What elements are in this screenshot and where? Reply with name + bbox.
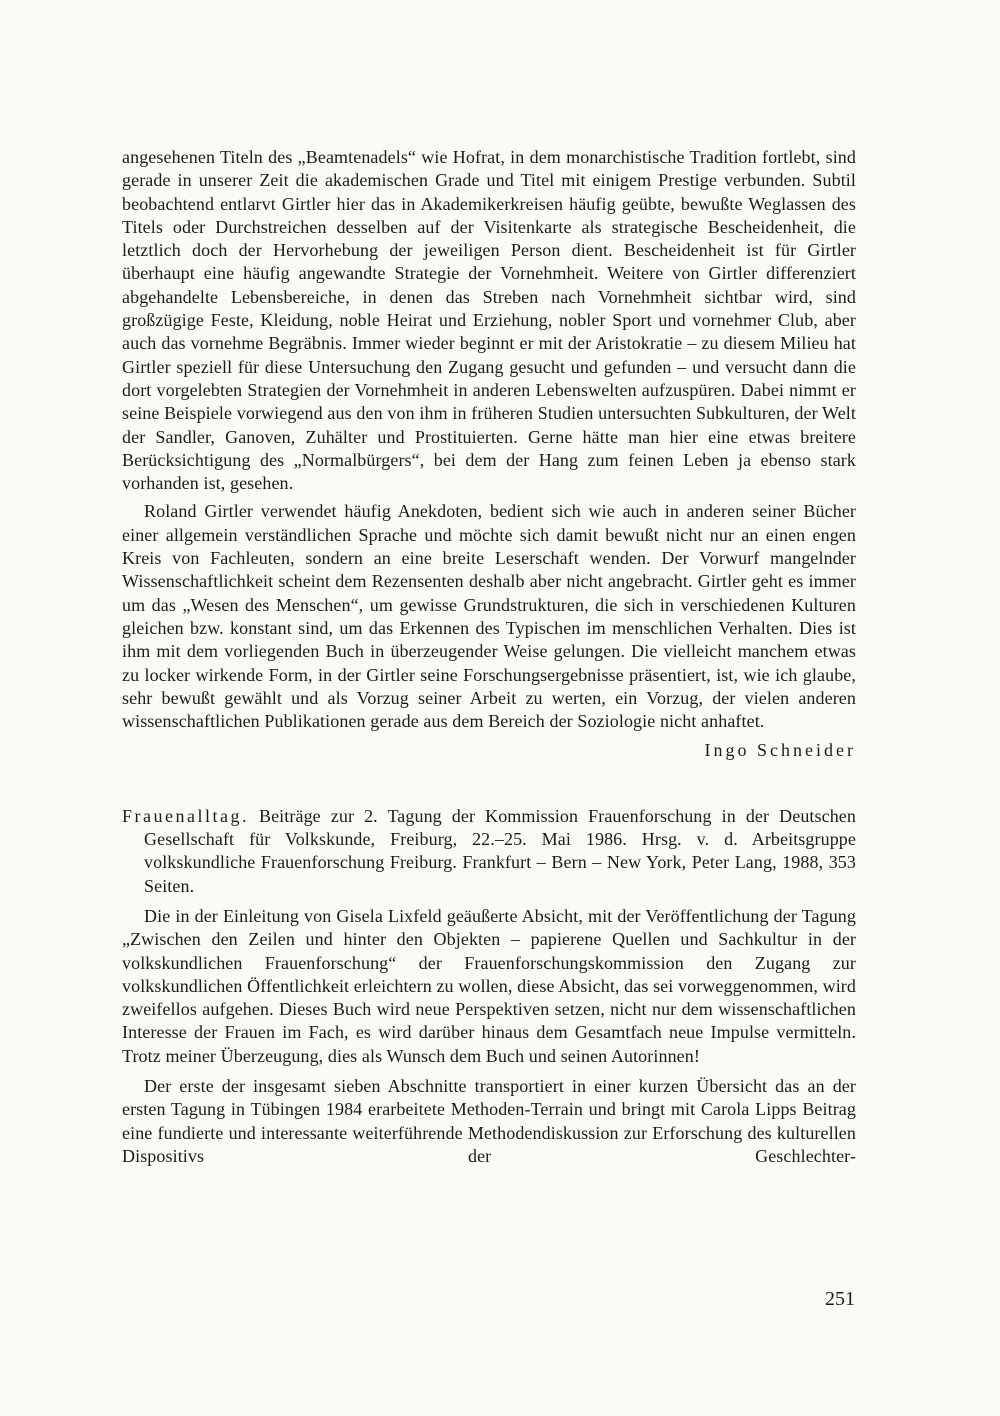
review2-paragraph-2: Der erste der insgesamt sieben Abschnitte transportiert in einer kurzen Übersicht das an der ersten Tagung in Tübingen 1984 erarbeitete Methoden-Terrain und bringt mit Carola Lipps Beitrag eine fundierte und interessante weiterführende Methodendiskussion zur Erforschung des kulturellen Dispositivs der Geschlechter- [122,1075,856,1166]
book-citation-title: Frauenalltag. [122,805,249,826]
book-citation-details: Beiträge zur 2. Tagung der Kommission Frauenforschung in der Deutschen Gesellschaft für Volkskunde, Freiburg, 22.–25. Mai 1986. Hrsg. v. d. Arbeitsgruppe volkskundliche Frauenforschung Freiburg. Frankfurt – Bern – New York, Peter Lang, 1988, 353 Seiten. [144,805,856,896]
book-citation [122,805,856,898]
review2-paragraph-1: Die in der Einleitung von Gisela Lixfeld geäußerte Absicht, mit der Veröffentlichung der Tagung „Zwischen den Zeilen und hinter den Objekten – papierene Quellen und Sachkultur in der volkskundlichen Frauenforschung“ der Frauenforschungskommission den Zugang zur volkskundlichen Öffentlichkeit erleichtern zu wollen, diese Absicht, das sei vorweggenommen, wird zweifellos aufgehen. Dieses Buch wird neue Perspektiven setzen, nicht nur dem wissenschaftlichen Interesse der Frauen im Fach, es wird darüber hinaus dem Gesamtfach neue Impulse vermitteln. Trotz meiner Überzeugung, dies als Wunsch dem Buch und seinen Autorinnen! [122,905,856,1066]
review1-paragraph: Roland Girtler verwendet häufig Anekdoten, bedient sich wie auch in anderen seiner Bücher einer allgemein verständlichen Sprache und möchte sich damit bewußt nicht nur an einen engen Kreis von Fachleuten, sondern an eine breite Leserschaft wenden. Der Vorwurf mangelnder Wissenschaftlichkeit scheint dem Rezensenten deshalb aber nicht angebracht. Girtler geht es immer um das „Wesen des Menschen“, um gewisse Grundstrukturen, die sich in verschiedenen Kulturen gleichen bzw. konstant sind, um das Erkennen des Typischen im menschlichen Verhalten. Dies ist ihm mit dem vorliegenden Buch in überzeugender Weise gelungen. Die vielleicht manchem etwas zu locker wirkende Form, in der Girtler seine Forschungsergebnisse präsentiert, ist, wie ich glaube, sehr bewußt gewählt und als Vorzug seiner Arbeit zu werten, ein Vorzug, der vielen anderen wissenschaftlichen Publikationen gerade aus dem Bereich der Soziologie nicht anhaftet. [122,501,856,732]
text-block [122,146,856,1168]
reviewer-name: Ingo Schneider [704,740,856,761]
page-number: 251 [825,1288,855,1310]
review1-continuation-paragraph: angesehenen Titeln des „Beamtenadels“ wie Hofrat, in dem monarchistische Tradition fortlebt, sind gerade in unserer Zeit die akademischen Grade und Titel mit einigem Prestige verbunden. Subtil beobachtend entlarvt Girtler hier das in Akademikerkreisen häufig geübte, bewußte Weglassen des Titels oder Durchstreichen desselben auf der Visitenkarte als strategische Bescheidenheit, die letztlich doch der Hervorhebung der jeweiligen Person dient. Bescheidenheit ist für Girtler überhaupt eine häufig angewandte Strategie der Vornehmheit. Weitere von Girtler differenziert abgehandelte Lebensbereiche, in denen das Streben nach Vornehmheit sichtbar wird, sind großzügige Feste, Kleidung, noble Heirat und Erziehung, nobler Sport und vornehmer Club, aber auch das vornehme Begräbnis. Immer wieder beginnt er mit der Aristokratie – zu diesem Milieu hat Girtler speziell für diese Untersuchung den Zugang gesucht und gefunden – und versucht dann die dort vorgelebten Strategien der Vornehmheit in anderen Lebenswelten aufzuspüren. Dabei nimmt er seine Beispiele vorwiegend aus den von ihm in früheren Studien untersuchten Subkulturen, der Welt der Sandler, Ganoven, Zuhälter und Prostituierten. Gerne hätte man hier eine etwas breitere Berücksichtigung des „Normalbürgers“, bei dem der Hang zum feinen Leben ja ebenso stark vorhanden ist, gesehen. [122,147,856,494]
reviewer-signature-line [122,739,856,762]
